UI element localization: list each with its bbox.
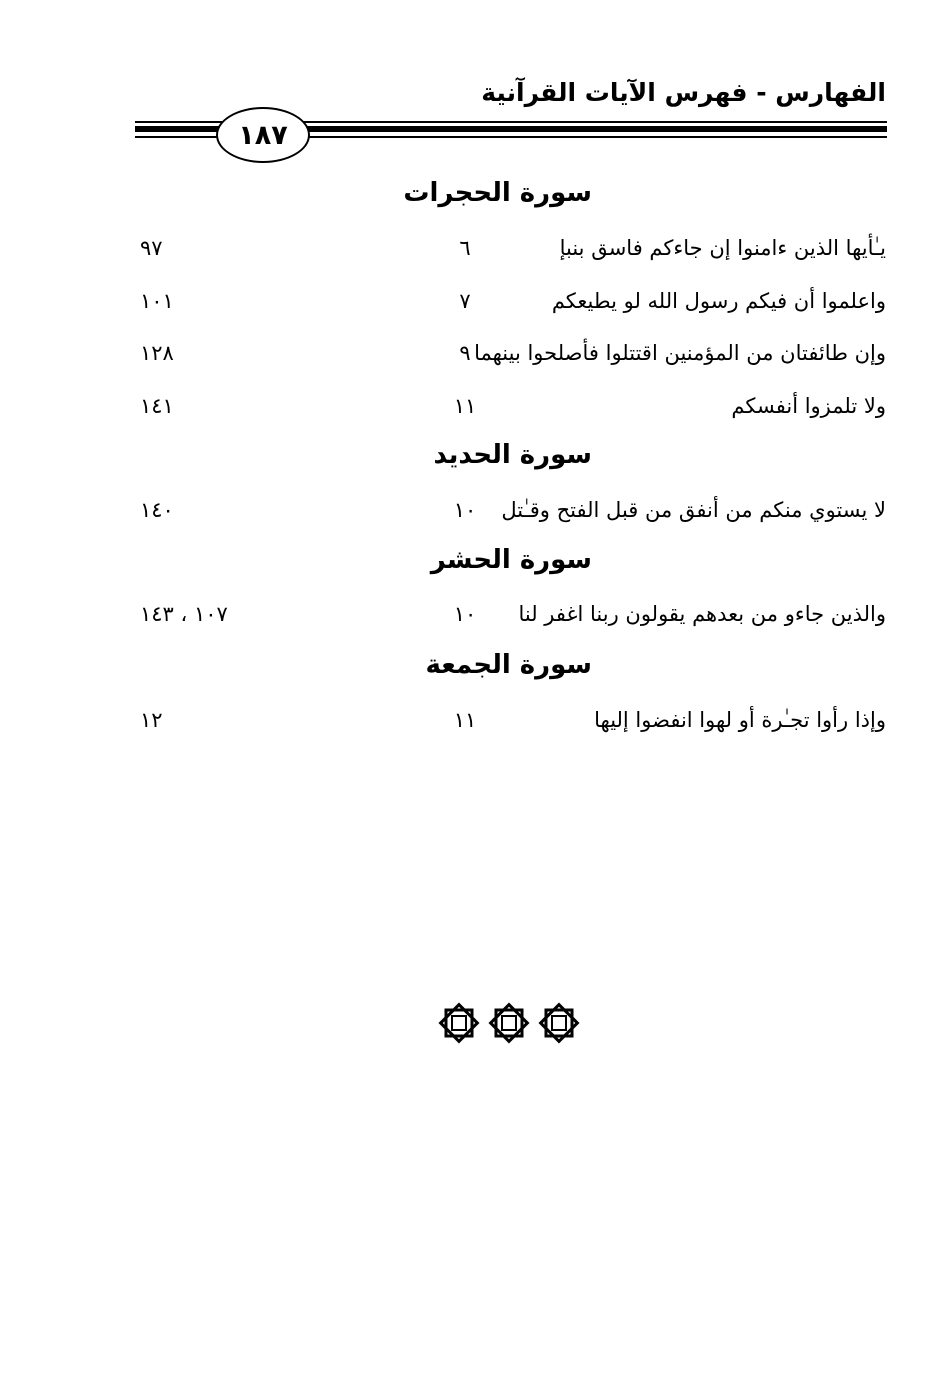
page-refs: ١٤١ — [140, 394, 174, 418]
verse-text: وإذا رأوا تجـٰرة أو لهوا انفضوا إليها — [594, 708, 886, 732]
verse-text: وإن طائفتان من المؤمنين اقتتلوا فأصلحوا بينهما — [474, 341, 886, 365]
page-refs: ١٢ — [140, 708, 163, 732]
page-refs: ٩٧ — [140, 236, 163, 260]
verse-number: ١٠ — [453, 498, 477, 522]
verse-text: يـٰأيها الذين ءامنوا إن جاءكم فاسق بنبإ — [559, 236, 886, 260]
page-number: ١٨٧ — [216, 107, 310, 163]
page-refs: ١٠٧ ، ١٤٣ — [140, 602, 228, 626]
verse-text: ولا تلمزوا أنفسكم — [731, 394, 886, 418]
eight-point-star-icon — [536, 1000, 582, 1046]
verse-number: ٧ — [459, 289, 471, 313]
page-refs: ١٢٨ — [140, 341, 174, 365]
eight-point-star-icon — [486, 1000, 532, 1046]
surah-title: سورة الجمعة — [425, 650, 592, 680]
verse-number: ١١ — [453, 394, 477, 418]
header-title: الفهارس - فهرس الآيات القرآنية — [481, 78, 886, 107]
verse-number: ٦ — [459, 236, 471, 260]
page-refs: ١٤٠ — [140, 498, 174, 522]
page-refs: ١٠١ — [140, 289, 174, 313]
surah-title: سورة الحجرات — [403, 178, 592, 208]
verse-number: ١٠ — [453, 602, 477, 626]
verse-text: واعلموا أن فيكم رسول الله لو يطيعكم — [551, 289, 886, 313]
eight-point-star-icon — [436, 1000, 482, 1046]
verse-text: لا يستوي منكم من أنفق من قبل الفتح وقـٰتل — [501, 498, 886, 522]
surah-title: سورة الحشر — [430, 545, 592, 575]
verse-number: ١١ — [453, 708, 477, 732]
surah-title: سورة الحديد — [433, 440, 592, 470]
end-ornament — [436, 1000, 582, 1046]
verse-text: والذين جاءو من بعدهم يقولون ربنا اغفر لنا — [518, 602, 886, 626]
verse-number: ٩ — [459, 341, 471, 365]
